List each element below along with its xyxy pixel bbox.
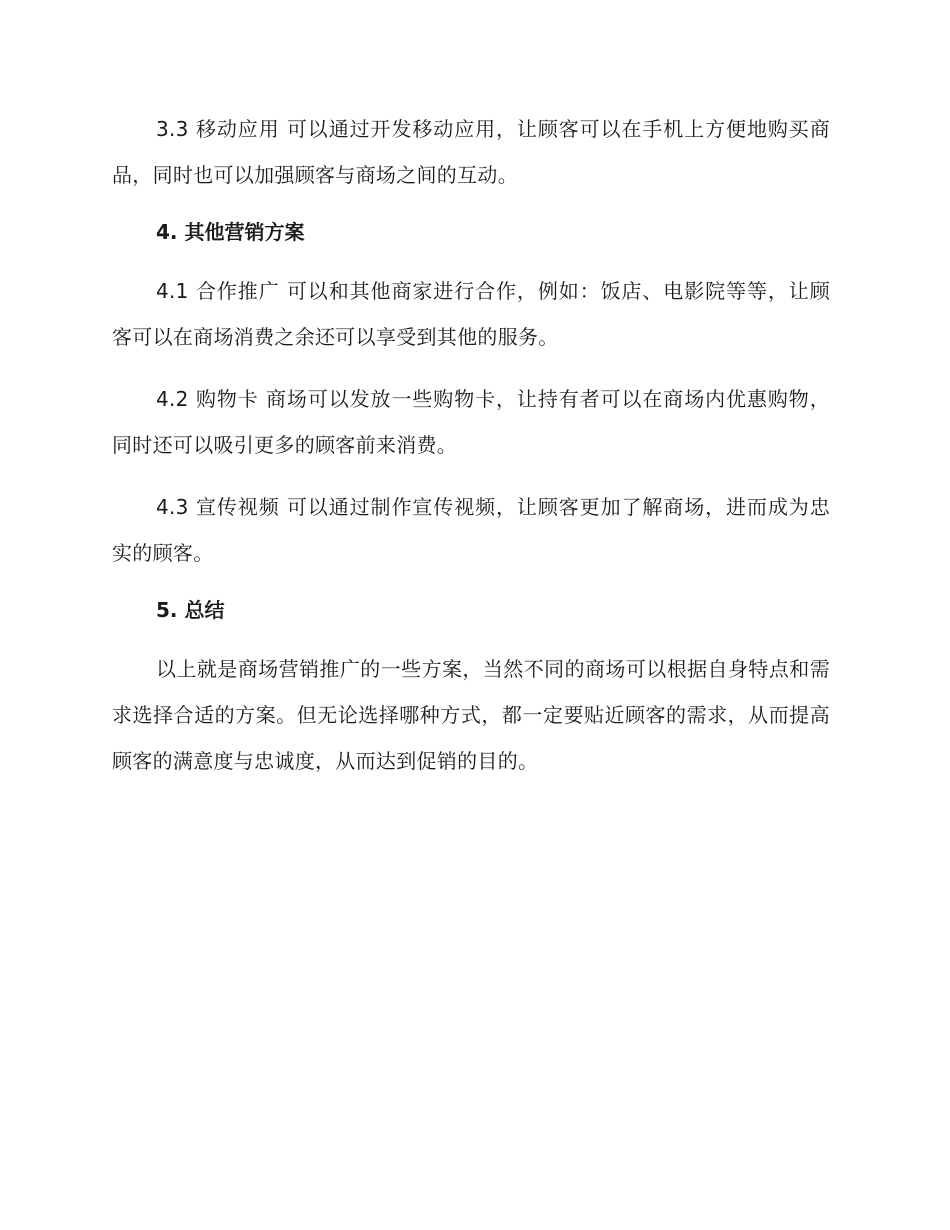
section-heading-5: 5. 总结 bbox=[156, 598, 225, 622]
section-heading-4: 4. 其他营销方案 bbox=[156, 220, 305, 244]
paragraph-4-2-shopping-card: 4.2 购物卡 商场可以发放一些购物卡，让持有者可以在商场内优惠购物，同时还可以吸引更多的顾客前来消费。 bbox=[112, 387, 830, 457]
paragraph-3-3-mobile-app: 3.3 移动应用 可以通过开发移动应用，让顾客可以在手机上方便地购买商品，同时也可以加强顾客与商场之间的互动。 bbox=[112, 117, 830, 187]
paragraph-summary: 以上就是商场营销推广的一些方案，当然不同的商场可以根据自身特点和需求选择合适的方案。但无论选择哪种方式，都一定要贴近顾客的需求，从而提高顾客的满意度与忠诚度，从而达到促销的目的。 bbox=[112, 657, 830, 773]
document-body bbox=[112, 106, 830, 800]
paragraph-4-3-promo-video: 4.3 宣传视频 可以通过制作宣传视频，让顾客更加了解商场，进而成为忠实的顾客。 bbox=[112, 495, 830, 565]
paragraph-4-1-cooperation: 4.1 合作推广 可以和其他商家进行合作，例如：饭店、电影院等等，让顾客可以在商场消费之余还可以享受到其他的服务。 bbox=[112, 279, 830, 349]
